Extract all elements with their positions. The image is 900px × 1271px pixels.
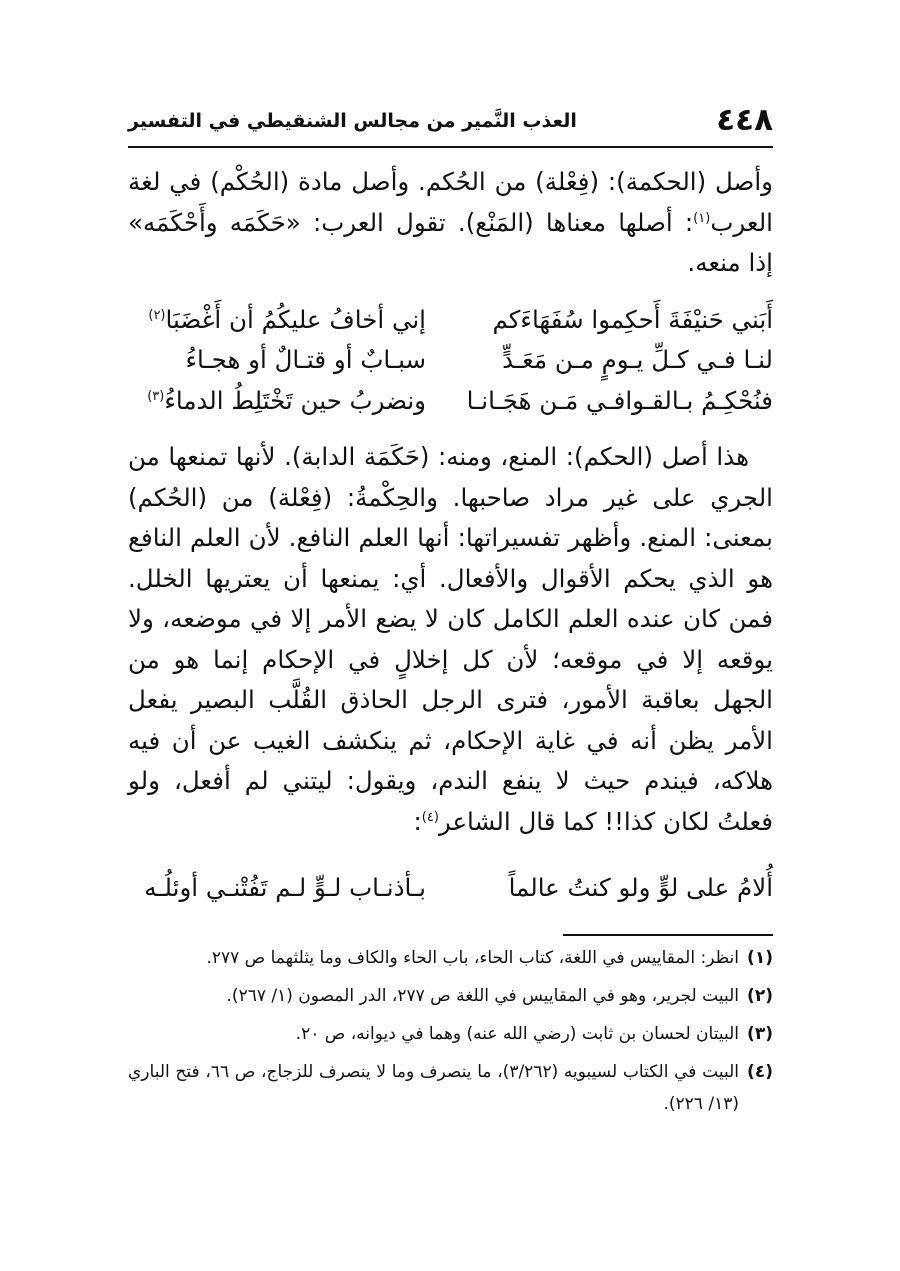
footnote-1 [128,942,773,974]
paragraph-2-text-a: هذا أصل (الحكم): المنع، ومنه: (حَكَمَة الدابة). لأنها تمنعها من الجري على غير مراد صاحبها. والحِكْمةُ: (فِعْلة) من (الحُكم) بمعنى: المنع. وأظهر تفسيراتها: أنها العلم النافع. لأن العلم النافع هو الذي يحكم الأقوال والأفعال. أي: يمنعها أن يعتريها الخلل. فمن كان عنده العلم الكامل كان لا يضع الأمر إلا في موضعه، ولا يوقعه إلا في موقعه؛ لأن كل إخلالٍ في الإحكام إنما هو من الجهل بعاقبة الأمور، فترى الرجل الحاذق القُلَّب البصير يفعل الأمر يظن أنه في غاية الإحكام، ثم ينكشف الغيب عن أن فيه هلاكه، فيندم حيث لا ينفع الندم، ويقول: ليتني لم أفعل، ولو فعلتُ لكان كذا!! كما قال الشاعر [128,442,773,836]
footnotes [128,942,773,1126]
footnote-1-number: (١) [747,948,773,968]
footnote-ref-4: (٤) [421,809,439,825]
book-title: العذب النَّمير من مجالس الشنقيطي في التفسير [128,110,577,132]
main-text [128,162,773,909]
verse-2-second-hemistich: سبـابٌ أو قتـالٌ أو هجـاءُ [185,345,426,374]
verse-1 [128,300,773,341]
paragraph-1-text-a: وأصل (الحكمة): (فِعْلة) من الحُكم. وأصل مادة (الحُكْم) في لغة العرب [128,167,773,237]
footnote-ref-1: (١) [693,210,711,226]
footnote-1-text: انظر: المقاييس في اللغة، كتاب الحاء، باب الحاء والكاف وما يثلثهما ص ٢٧٧. [206,948,739,968]
page-number: ٤٤٨ [716,102,773,138]
footnote-4 [128,1056,773,1120]
closing-verse-first-hemistich: أُلامُ على لوٍّ ولو كنتُ عالماً [508,873,773,902]
paragraph-2 [128,437,773,842]
verse-2-first-hemistich: لنـا فـي كـلِّ يـومٍ مـن مَعَـدٍّ [502,345,773,374]
verse-1-second-hemistich [128,300,426,341]
footnote-2 [128,980,773,1012]
footnote-4-text: البيت في الكتاب لسيبويه (٣/٢٦٢)، ما ينصرف وما لا ينصرف للزجاج، ص ٦٦، فتح الباري (١٣/ ٢٢٦). [128,1062,739,1114]
footnote-2-text: البيت لجرير، وهو في المقاييس في اللغة ص ٢٧٧، الدر المصون (١/ ٢٦٧). [226,986,739,1006]
footnote-2-number: (٢) [747,986,773,1006]
poem-verses [128,300,773,422]
footnote-ref-3: (٣) [147,388,165,404]
verse-3-second-hemistich [128,381,426,422]
paragraph-2-text-b: : [413,806,422,836]
verse-2 [128,340,773,381]
footnote-3-text: البيتان لحسان بن ثابت (رضي الله عنه) وهما في ديوانه، ص ٢٠. [295,1024,739,1044]
verse-3-second-text: ونضربُ حين تَخْتَلِطُ الدماءُ [164,385,426,415]
verse-3 [128,381,773,422]
footnote-ref-2: (٢) [148,307,166,323]
verse-1-first-hemistich: أَبَني حَنيْفَةَ أَحكِموا سُفَهَاءَكم [492,304,773,334]
closing-verse-second-hemistich: بـأذنـاب لـوٍّ لـم تَفُتْنـي أوئلُـه [144,873,426,902]
footnote-4-number: (٤) [747,1062,773,1082]
page-header [128,100,773,148]
closing-verse [128,868,773,909]
footnote-separator [563,934,773,936]
footnote-3-number: (٣) [747,1024,773,1044]
verse-1-second-text: إني أخافُ عليكُمُ أن أَغْضَبَا [165,304,426,334]
footnote-3 [128,1018,773,1050]
verse-3-first-hemistich: فنُحْكِـمُ بـالقـوافـي مَـن هَجَـانـا [466,385,773,415]
paragraph-1 [128,162,773,284]
paragraph-1-text-b: : أصلها معناها (المَنْع). تقول العرب: «حَكَمَه وأَحْكَمَه» إذا منعه. [128,207,773,277]
